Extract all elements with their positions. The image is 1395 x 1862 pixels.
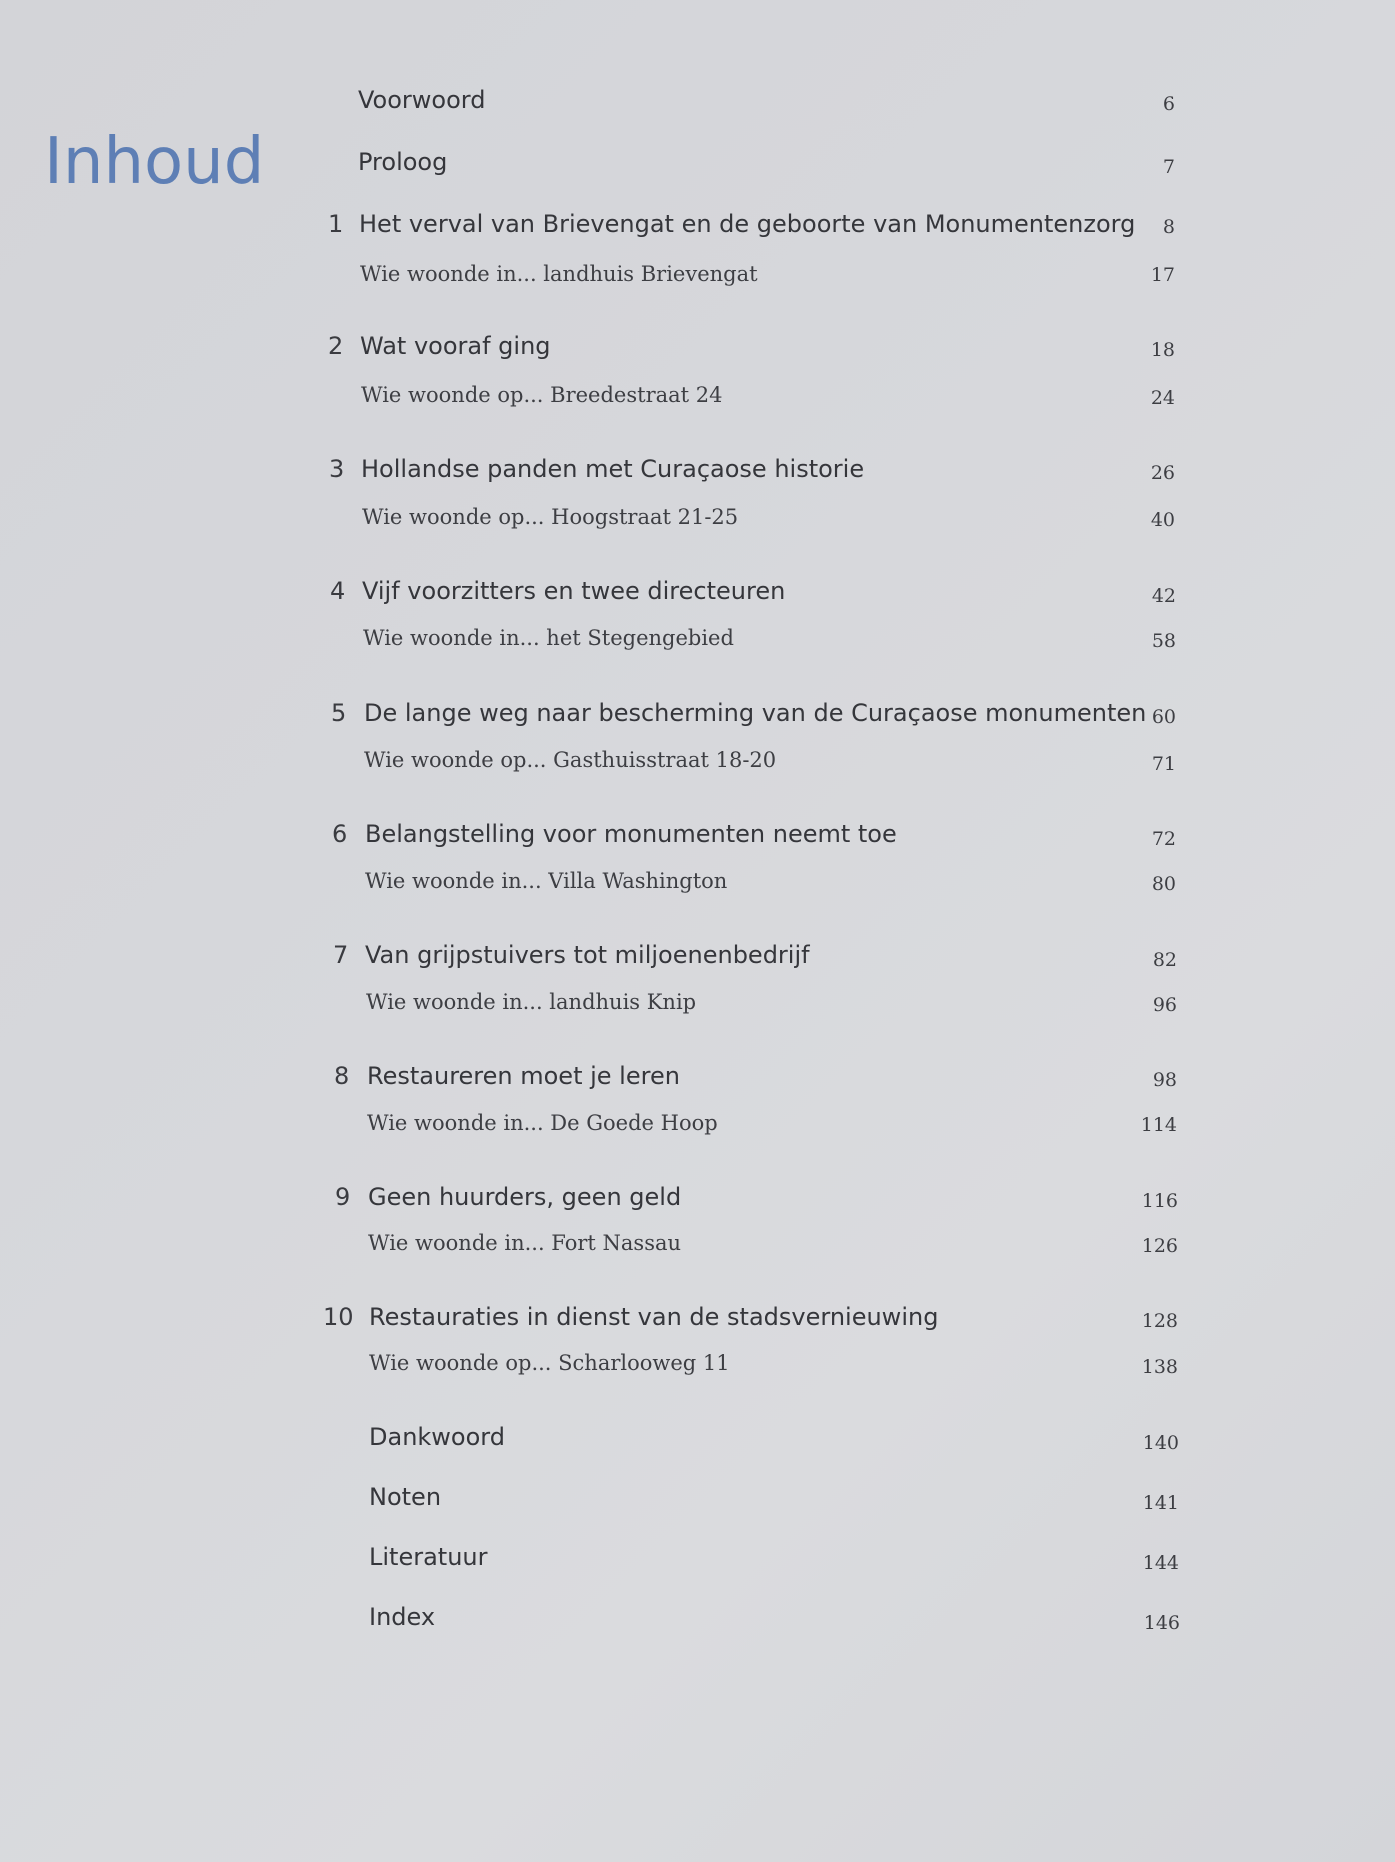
chapter-title: De lange weg naar bescherming van de Curaçaose monumenten <box>364 699 1147 727</box>
chapter-subtitle: Wie woonde op... Hoogstraat 21-25 <box>362 505 739 529</box>
toc-title: Noten <box>369 1483 442 1511</box>
toc-page-number: 140 <box>1142 1432 1179 1454</box>
chapter-page-number: 8 <box>1162 216 1175 238</box>
subtitle-page-number: 96 <box>1152 994 1177 1016</box>
subtitle-page-number: 71 <box>1151 753 1176 775</box>
chapter-page-number: 42 <box>1151 585 1176 607</box>
chapter-title: Hollandse panden met Curaçaose historie <box>361 455 865 483</box>
chapter-number: 7 <box>333 941 349 969</box>
chapter-number: 3 <box>329 455 345 483</box>
toc-page-number: 6 <box>1162 93 1175 115</box>
chapter-page-number: 128 <box>1141 1310 1178 1332</box>
chapter-number: 4 <box>330 577 346 605</box>
page-title: Inhoud <box>44 125 265 199</box>
subtitle-page-number: 126 <box>1141 1235 1178 1257</box>
toc-title: Dankwoord <box>369 1423 505 1451</box>
subtitle-page-number: 58 <box>1151 630 1176 652</box>
chapter-subtitle: Wie woonde in... Villa Washington <box>365 869 728 893</box>
subtitle-page-number: 17 <box>1150 264 1175 286</box>
chapter-title: Wat vooraf ging <box>360 332 551 360</box>
chapter-number: 6 <box>332 820 348 848</box>
toc-page-number: 7 <box>1162 156 1175 178</box>
chapter-title: Het verval van Brievengat en de geboorte van Monumentenzorg <box>359 210 1136 238</box>
chapter-page-number: 82 <box>1152 949 1177 971</box>
chapter-number: 1 <box>328 210 344 238</box>
chapter-page-number: 60 <box>1151 706 1176 728</box>
chapter-subtitle: Wie woonde in... landhuis Knip <box>366 990 697 1014</box>
toc-title: Index <box>369 1603 436 1631</box>
toc-page-number: 141 <box>1142 1492 1179 1514</box>
chapter-subtitle: Wie woonde op... Breedestraat 24 <box>361 383 723 407</box>
chapter-page-number: 26 <box>1150 462 1175 484</box>
chapter-title: Vijf voorzitters en twee directeuren <box>362 577 786 605</box>
chapter-page-number: 18 <box>1150 339 1175 361</box>
subtitle-page-number: 24 <box>1150 387 1175 409</box>
chapter-title: Geen huurders, geen geld <box>368 1183 682 1211</box>
chapter-number: 9 <box>335 1183 351 1211</box>
chapter-subtitle: Wie woonde in... Fort Nassau <box>368 1231 682 1255</box>
chapter-page-number: 72 <box>1151 828 1176 850</box>
chapter-number: 5 <box>331 699 347 727</box>
chapter-number: 8 <box>334 1062 350 1090</box>
chapter-number: 2 <box>328 332 344 360</box>
subtitle-page-number: 138 <box>1141 1356 1178 1378</box>
toc-title: Literatuur <box>369 1543 488 1571</box>
chapter-subtitle: Wie woonde op... Gasthuisstraat 18-20 <box>364 748 777 772</box>
chapter-page-number: 116 <box>1141 1190 1178 1212</box>
chapter-number: 10 <box>323 1303 354 1331</box>
chapter-subtitle: Wie woonde op... Scharlooweg 11 <box>369 1351 730 1375</box>
toc-page-number: 146 <box>1143 1612 1180 1634</box>
chapter-title: Belangstelling voor monumenten neemt toe <box>365 820 897 848</box>
subtitle-page-number: 80 <box>1151 873 1176 895</box>
toc-title: Proloog <box>358 148 448 176</box>
toc-title: Voorwoord <box>358 86 486 114</box>
toc-page-number: 144 <box>1142 1552 1179 1574</box>
chapter-page-number: 98 <box>1152 1069 1177 1091</box>
chapter-title: Van grijpstuivers tot miljoenenbedrijf <box>365 941 810 969</box>
chapter-subtitle: Wie woonde in... het Stegengebied <box>363 626 734 650</box>
subtitle-page-number: 40 <box>1150 509 1175 531</box>
subtitle-page-number: 114 <box>1140 1114 1177 1136</box>
chapter-title: Restauraties in dienst van de stadsvernieuwing <box>369 1303 939 1331</box>
chapter-title: Restaureren moet je leren <box>367 1062 680 1090</box>
chapter-subtitle: Wie woonde in... De Goede Hoop <box>367 1111 718 1135</box>
chapter-subtitle: Wie woonde in... landhuis Brievengat <box>360 262 758 286</box>
